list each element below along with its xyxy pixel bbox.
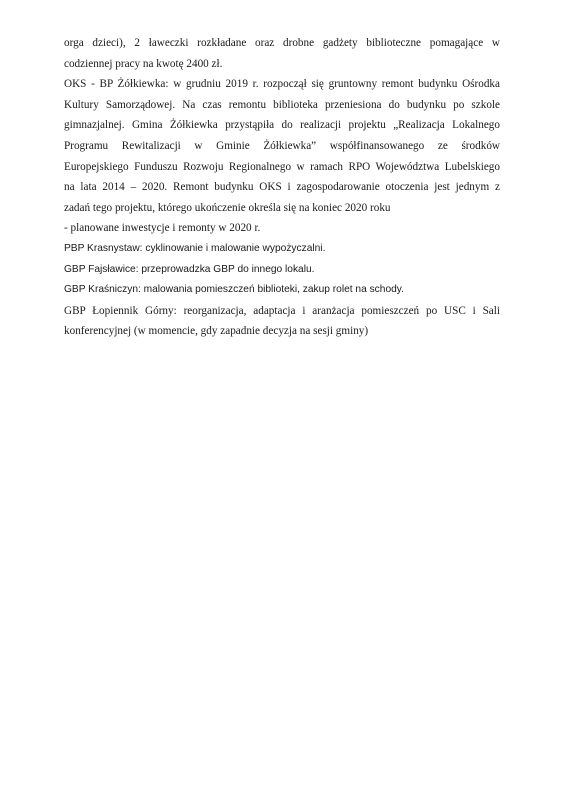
text-line: orga dzieci), 2 ławeczki rozkładane oraz drobne gadżety biblioteczne pomagające w (64, 37, 500, 49)
paragraph-gbp-krasniczyn (64, 280, 500, 301)
text-line: - planowane inwestycje i remonty w 2020 r. (64, 222, 261, 235)
text-line: konferencyjnej (w momencie, gdy zapadnie decyzja na sesji gminy) (64, 325, 369, 338)
text-line: zadań tego projektu, którego ukończenie określa się na koniec 2020 roku (64, 201, 391, 214)
text-line: GBP Fajsławice: przeprowadzka GBP do innego lokalu. (64, 263, 315, 275)
text-line: OKS - BP Żółkiewka: w grudniu 2019 r. rozpoczął się gruntowny remont budynku Ośrodka (64, 78, 500, 91)
paragraph-planned-heading (64, 218, 500, 239)
paragraph-oks-zolkiewka (64, 74, 500, 218)
paragraph-pbp-krasnystaw (64, 239, 500, 260)
paragraph-gbp-lopiennik (64, 301, 500, 342)
text-line: na lata 2014 – 2020. Remont budynku OKS i zagospodarowanie otoczenia jest jednym z (64, 181, 500, 194)
text-line: GBP Kraśniczyn: malowania pomieszczeń biblioteki, zakup rolet na schody. (64, 284, 404, 296)
text-line: GBP Łopiennik Górny: reorganizacja, adaptacja i aranżacja pomieszczeń po USC i Sali (64, 304, 500, 317)
document-body (64, 33, 500, 342)
text-line: Europejskiego Funduszu Rozwoju Regionalnego w ramach RPO Województwa Lubelskiego (64, 160, 500, 173)
text-line: codziennej pracy na kwotę 2400 zł. (64, 57, 223, 70)
text-line: gimnazjalnej. Gmina Żółkiewka przystąpiła do realizacji projektu „Realizacja Lokalnego (64, 119, 500, 132)
paragraph-equipment (64, 33, 500, 74)
text-line: Programu Rewitalizacji w Gminie Żółkiewka” współfinansowanego ze środków (64, 139, 500, 152)
text-line: Kultury Samorządowej. Na czas remontu biblioteka przeniesiona do budynku po szkole (64, 98, 500, 111)
paragraph-gbp-fajslawice (64, 260, 500, 281)
text-line: PBP Krasnystaw: cyklinowanie i malowanie wypożyczalni. (64, 242, 326, 254)
